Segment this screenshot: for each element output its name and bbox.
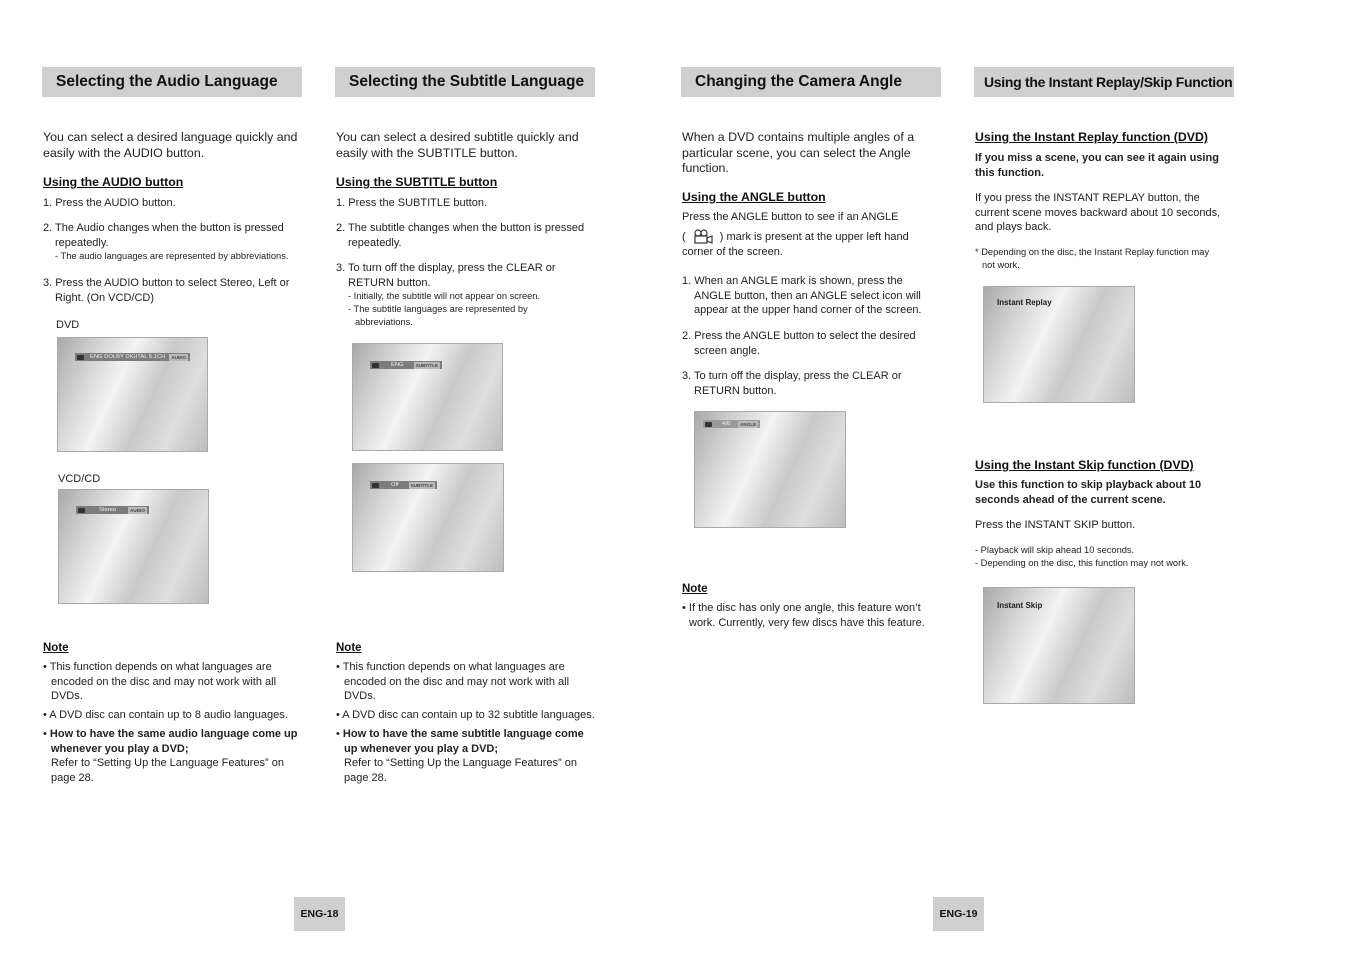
angle-press-line: Press the ANGLE button to see if an ANGLE xyxy=(682,211,899,223)
subtitle-step-3-note: - The subtitle languages are represented by xyxy=(348,304,528,315)
instant-skip-notes xyxy=(975,544,1235,570)
subtitle-step-2-line: repeatedly. xyxy=(348,236,402,249)
subtitle-note-3-bold: How to have the same subtitle language come up whenever you play a DVD; xyxy=(342,727,584,755)
angle-press-line: corner of the screen. xyxy=(682,245,783,258)
instant-replay-footnote-line: not work. xyxy=(982,260,1020,270)
instant-section-title: Using the Instant Replay/Skip Function xyxy=(974,67,1234,97)
instant-replay-text: If you press the INSTANT REPLAY button, the current scene moves backward about 10 seconds, and plays back. xyxy=(975,192,1221,234)
angle-step-1 xyxy=(682,274,947,318)
angle-subheading: Using the ANGLE button xyxy=(682,190,826,204)
audio-step-2 xyxy=(43,221,313,263)
angle-step-2-line: screen angle. xyxy=(694,344,761,357)
angle-note-line: work. Currently, very few discs have this feature. xyxy=(689,616,925,629)
audio-intro: You can select a desired language quickly and easily with the AUDIO button. xyxy=(43,130,298,160)
audio-note-title: Note xyxy=(43,642,69,654)
dvd-label: DVD xyxy=(56,319,80,331)
subtitle-icon xyxy=(372,363,379,368)
angle-step-2-line: 2. Press the ANGLE button to select the desired xyxy=(682,330,916,342)
subtitle-step-3-line: 3. To turn off the display, press the CLEAR or xyxy=(336,262,556,274)
audio-subheading: Using the AUDIO button xyxy=(43,175,184,189)
angle-section-title: Changing the Camera Angle xyxy=(681,67,941,97)
subtitle-note-2: • A DVD disc can contain up to 32 subtitle languages. xyxy=(336,709,595,722)
angle-screen xyxy=(694,411,846,528)
angle-paren: ( xyxy=(682,230,686,243)
angle-step-1-line: ANGLE button, then an ANGLE select icon will xyxy=(694,289,921,302)
subtitle-section-title: Selecting the Subtitle Language xyxy=(335,67,595,97)
camera-angle-icon xyxy=(705,422,712,427)
subtitle-step-2-line: 2. The subtitle changes when the button is pressed xyxy=(336,222,585,234)
subtitle-note-title: Note xyxy=(336,642,362,654)
subtitle-eng-osd xyxy=(370,361,442,369)
angle-note-line: • If the disc has only one angle, this feature won’t xyxy=(682,602,921,614)
angle-press-text xyxy=(682,210,942,259)
subtitle-note-1: • This function depends on what languages are encoded on the disc and may not work with all DVDs. xyxy=(336,661,570,703)
dvd-audio-osd-text: ENG DOLBY DIGITAL 5.1CH xyxy=(90,354,166,360)
subtitle-off-screen xyxy=(352,463,504,572)
subtitle-eng-screen xyxy=(352,343,503,451)
page-number-right: ENG-19 xyxy=(933,897,984,931)
instant-skip-note-line: - Playback will skip ahead 10 seconds. xyxy=(975,545,1135,555)
audio-note-2: • A DVD disc can contain up to 8 audio languages. xyxy=(43,709,288,722)
angle-step-3-line: RETURN button. xyxy=(694,384,777,397)
subtitle-note-3: • How to have the same subtitle language come up whenever you play a DVD; Refer to “Setting Up the Language Features” on page 28. xyxy=(336,727,584,784)
instant-replay-screen xyxy=(983,286,1135,403)
subtitle-off-osd xyxy=(370,481,437,489)
instant-skip-lead: Use this function to skip playback about 10 seconds ahead of the current scene. xyxy=(975,479,1202,506)
instant-skip-subheading: Using the Instant Skip function (DVD) xyxy=(975,458,1194,472)
instant-skip-note-line: - Depending on the disc, this function may not work. xyxy=(975,558,1189,568)
subtitle-step-3-line: RETURN button. xyxy=(348,276,431,289)
audio-step-3-line: Right. (On VCD/CD) xyxy=(55,291,155,304)
audio-step-3 xyxy=(43,276,313,305)
subtitle-intro: You can select a desired subtitle quickly and easily with the SUBTITLE button. xyxy=(336,130,579,160)
dvd-audio-screen xyxy=(57,337,208,452)
speaker-icon xyxy=(78,508,85,513)
dvd-audio-osd-tag: AUDIO xyxy=(171,354,187,360)
audio-section-title: Selecting the Audio Language xyxy=(42,67,302,97)
subtitle-icon xyxy=(372,483,379,488)
vcd-label: VCD/CD xyxy=(58,473,101,485)
instant-replay-footnote-line: * Depending on the disc, the Instant Replay function may xyxy=(975,247,1210,257)
angle-note xyxy=(682,601,947,630)
audio-note-1: • This function depends on what languages are encoded on the disc and may not work with all DVDs. xyxy=(43,661,277,703)
subtitle-note-3-rest: Refer to “Setting Up the Language Features” on page 28. xyxy=(344,757,577,784)
subtitle-step-3-note: - Initially, the subtitle will not appear on screen. xyxy=(348,291,541,302)
angle-step-3-line: 3. To turn off the display, press the CLEAR or xyxy=(682,370,902,382)
instant-skip-screen xyxy=(983,587,1135,704)
audio-note-3-bold: How to have the same audio language come up whenever you play a DVD; xyxy=(49,727,298,755)
vcd-audio-osd-tag: AUDIO xyxy=(130,507,145,513)
camera-angle-icon xyxy=(692,229,714,245)
instant-replay-footnote xyxy=(975,246,1235,272)
subtitle-step-3 xyxy=(336,261,606,329)
angle-step-3 xyxy=(682,369,947,398)
angle-note-title: Note xyxy=(682,583,708,595)
vcd-audio-screen xyxy=(58,489,209,604)
angle-step-1-line: 1. When an ANGLE mark is shown, press the xyxy=(682,275,903,287)
audio-notes xyxy=(43,660,305,786)
angle-osd-tag: ANGLE xyxy=(740,421,757,427)
subtitle-off-osd-text: Off xyxy=(391,482,399,488)
angle-intro: When a DVD contains multiple angles of a particular scene, you can select the Angle function. xyxy=(682,130,915,175)
subtitle-step-3-note: abbreviations. xyxy=(355,317,413,328)
instant-skip-text: Press the INSTANT SKIP button. xyxy=(975,519,1136,531)
instant-replay-screen-label: Instant Replay xyxy=(997,298,1052,307)
subtitle-step-2 xyxy=(336,221,606,250)
subtitle-step-1: 1. Press the SUBTITLE button. xyxy=(336,197,488,209)
subtitle-off-osd-tag: SUBTITLE xyxy=(410,482,434,488)
subtitle-subheading: Using the SUBTITLE button xyxy=(336,175,498,189)
instant-replay-subheading: Using the Instant Replay function (DVD) xyxy=(975,130,1208,144)
audio-note-3: • How to have the same audio language come up whenever you play a DVD; Refer to “Setting Up the Language Features” on page 28. xyxy=(43,727,298,784)
angle-press-line xyxy=(682,229,942,245)
audio-step-2-note: - The audio languages are represented by abbreviations. xyxy=(55,251,289,262)
instant-skip-screen-label: Instant Skip xyxy=(997,601,1043,610)
subtitle-notes xyxy=(336,660,598,786)
audio-note-3-rest: Refer to “Setting Up the Language Features” on page 28. xyxy=(51,757,284,784)
instant-replay-lead: If you miss a scene, you can see it again using this function. xyxy=(975,152,1219,179)
vcd-audio-osd xyxy=(76,506,149,514)
subtitle-eng-osd-tag: SUBTITLE xyxy=(415,362,439,368)
page-number-left: ENG-18 xyxy=(294,897,345,931)
audio-step-2-line: 2. The Audio changes when the button is pressed xyxy=(43,222,284,234)
audio-icon xyxy=(77,355,84,360)
angle-osd-text: 4/6 xyxy=(722,421,731,427)
angle-osd xyxy=(703,420,760,428)
angle-step-2 xyxy=(682,329,947,358)
vcd-audio-osd-text: Stereo xyxy=(99,507,117,513)
audio-step-3-line: 3. Press the AUDIO button to select Stereo, Left or xyxy=(43,277,290,289)
angle-step-1-line: appear at the upper hand corner of the screen. xyxy=(694,304,922,317)
subtitle-eng-osd-text: ENG xyxy=(391,362,404,368)
dvd-audio-osd xyxy=(75,353,190,361)
angle-press-line-end: ) mark is present at the upper left hand xyxy=(719,230,909,243)
audio-step-2-line: repeatedly. xyxy=(55,236,109,249)
audio-step-1: 1. Press the AUDIO button. xyxy=(43,197,176,209)
